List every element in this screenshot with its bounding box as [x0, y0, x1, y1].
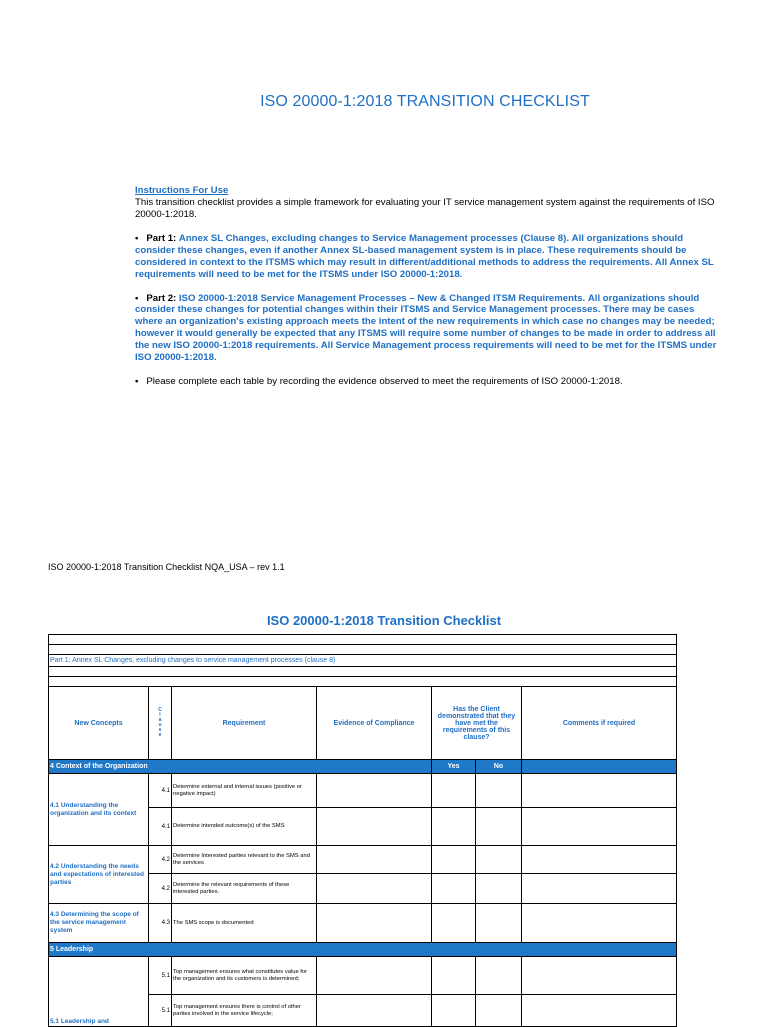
yes-cell[interactable] — [432, 774, 476, 808]
concept-cell: 4.2 Understanding the needs and expectations of interested parties — [49, 846, 149, 904]
document-title: ISO 20000-1:2018 TRANSITION CHECKLIST — [260, 93, 590, 110]
comments-cell[interactable] — [522, 957, 677, 995]
requirement-cell: Top management ensures there is control of other parties involved in the service lifecycle; — [172, 995, 317, 1027]
evidence-cell[interactable] — [317, 846, 432, 874]
table-row — [49, 904, 677, 943]
section-title: 5 Leadership — [49, 943, 677, 957]
requirement-cell: The SMS scope is documented — [172, 904, 317, 943]
no-header: No — [476, 760, 522, 774]
comments-cell[interactable] — [522, 774, 677, 808]
yes-header: Yes — [432, 760, 476, 774]
bullet-part1-blue: Annex SL Changes, excluding changes to Service Management processes (Clause 8). — [178, 233, 569, 245]
blank-row — [49, 645, 677, 655]
section-row — [49, 760, 677, 774]
requirement-cell: Determine intended outcome(s) of the SMS — [172, 808, 317, 846]
header-requirement: Requirement — [172, 687, 317, 760]
concept-cell: 4.3 Determining the scope of the service management system — [49, 904, 149, 943]
concept-cell: 5.1 Leadership and — [49, 957, 149, 1027]
no-cell[interactable] — [476, 846, 522, 874]
header-comments: Comments if required — [522, 687, 677, 760]
bullet-dot: • — [135, 233, 139, 245]
bullet-part1 — [135, 233, 720, 280]
clause-cell: 4.1 — [149, 808, 172, 846]
no-cell[interactable] — [476, 774, 522, 808]
blank-row — [49, 677, 677, 687]
comments-cell[interactable] — [522, 874, 677, 904]
bullet-part2-label: Part 2: — [146, 292, 177, 304]
yes-cell[interactable] — [432, 995, 476, 1027]
no-cell[interactable] — [476, 904, 522, 943]
header-clause — [149, 687, 172, 760]
checklist-table — [48, 634, 677, 1027]
bullet-part1-label: Part 1: — [146, 233, 177, 245]
table-row — [49, 957, 677, 995]
bullet-complete-text: Please complete each table by recording the evidence observed to meet the requirements of ISO 20000-1:2018. — [146, 376, 623, 388]
comments-cell[interactable] — [522, 995, 677, 1027]
bullet-part2-blue: ISO 20000-1:2018 Service Management Processes – New & Changed ITSM Requirements. — [178, 292, 586, 304]
no-cell[interactable] — [476, 995, 522, 1027]
section-spacer — [522, 760, 677, 774]
header-concepts: New Concepts — [49, 687, 149, 760]
checklist-title: ISO 20000-1:2018 Transition Checklist — [266, 613, 502, 628]
section-title: 4 Context of the Organization — [49, 760, 432, 774]
clause-cell: 4.2 — [149, 874, 172, 904]
yes-cell[interactable] — [432, 846, 476, 874]
requirement-cell: Determine external and internal issues (positive or negative impact) — [172, 774, 317, 808]
clause-cell: 4.3 — [149, 904, 172, 943]
comments-cell[interactable] — [522, 846, 677, 874]
header-clause-text: Clause — [157, 707, 163, 737]
part1-label: Part 1: Annex SL Changes, excluding changes to service management processes (clause 8) — [49, 655, 677, 667]
clause-cell: 4.2 — [149, 846, 172, 874]
clause-cell: 4.1 — [149, 774, 172, 808]
evidence-cell[interactable] — [317, 774, 432, 808]
yes-cell[interactable] — [432, 904, 476, 943]
bullet-part1-rest: All organizations should consider these changes, even if another Annex SL-based management system is in place. These requirements should be considered in context to the ITSMS which may result in different/additional methods to address the requirements. All Annex SL requirements will need to be met for the ITSMS under ISO 20000-1:2018. — [135, 233, 714, 280]
table-row — [49, 846, 677, 874]
comments-cell[interactable] — [522, 904, 677, 943]
intro-text: This transition checklist provides a simple framework for evaluating your IT service management system against the requirements of ISO 20000-1:2018. — [135, 196, 715, 220]
yes-cell[interactable] — [432, 874, 476, 904]
blank-row — [49, 667, 677, 677]
requirement-cell: Top management ensures what constitutes value for the organization and its customers is determined; — [172, 957, 317, 995]
requirement-cell: Determine the relevant requirements of these interested parties. — [172, 874, 317, 904]
header-row — [49, 687, 677, 760]
footer-note: ISO 20000-1:2018 Transition Checklist NQA_USA – rev 1.1 — [48, 562, 285, 572]
yes-cell[interactable] — [432, 808, 476, 846]
clause-cell: 5.1 — [149, 957, 172, 995]
no-cell[interactable] — [476, 808, 522, 846]
instructions-block — [135, 185, 720, 388]
header-client-demonstrated: Has the Client demonstrated that they have met the requirements of this clause? — [432, 687, 522, 760]
comments-cell[interactable] — [522, 808, 677, 846]
concept-cell: 4.1 Understanding the organization and its context — [49, 774, 149, 846]
evidence-cell[interactable] — [317, 874, 432, 904]
header-evidence: Evidence of Compliance — [317, 687, 432, 760]
no-cell[interactable] — [476, 957, 522, 995]
bullet-part2-rest: All organizations should consider these changes for potential changes within their ITSMS and Service Management processes. There may be cases where an organization's existing approach meets the intent of the new requirements in which case no changes may be needed; however it would generally be expected that any ITSMS will require some number of changes to be made in order to address all the new ISO 20000-1:2018 requirements. All Service Management process requirements will need to be met for the ITSMS under ISO 20000-1:2018. — [135, 292, 717, 363]
clause-cell: 5.1 — [149, 995, 172, 1027]
evidence-cell[interactable] — [317, 808, 432, 846]
bullet-dot: • — [135, 292, 139, 304]
table-row — [49, 774, 677, 808]
yes-cell[interactable] — [432, 957, 476, 995]
part1-row — [49, 655, 677, 667]
bullet-part2 — [135, 293, 720, 364]
evidence-cell[interactable] — [317, 995, 432, 1027]
blank-row — [49, 635, 677, 645]
requirement-cell: Determine Interested parties relevant to the SMS and the services — [172, 846, 317, 874]
bullet-complete — [135, 376, 720, 388]
evidence-cell[interactable] — [317, 904, 432, 943]
no-cell[interactable] — [476, 874, 522, 904]
bullet-dot: • — [135, 376, 139, 388]
section-row — [49, 943, 677, 957]
instructions-heading: Instructions For Use — [135, 185, 229, 196]
evidence-cell[interactable] — [317, 957, 432, 995]
